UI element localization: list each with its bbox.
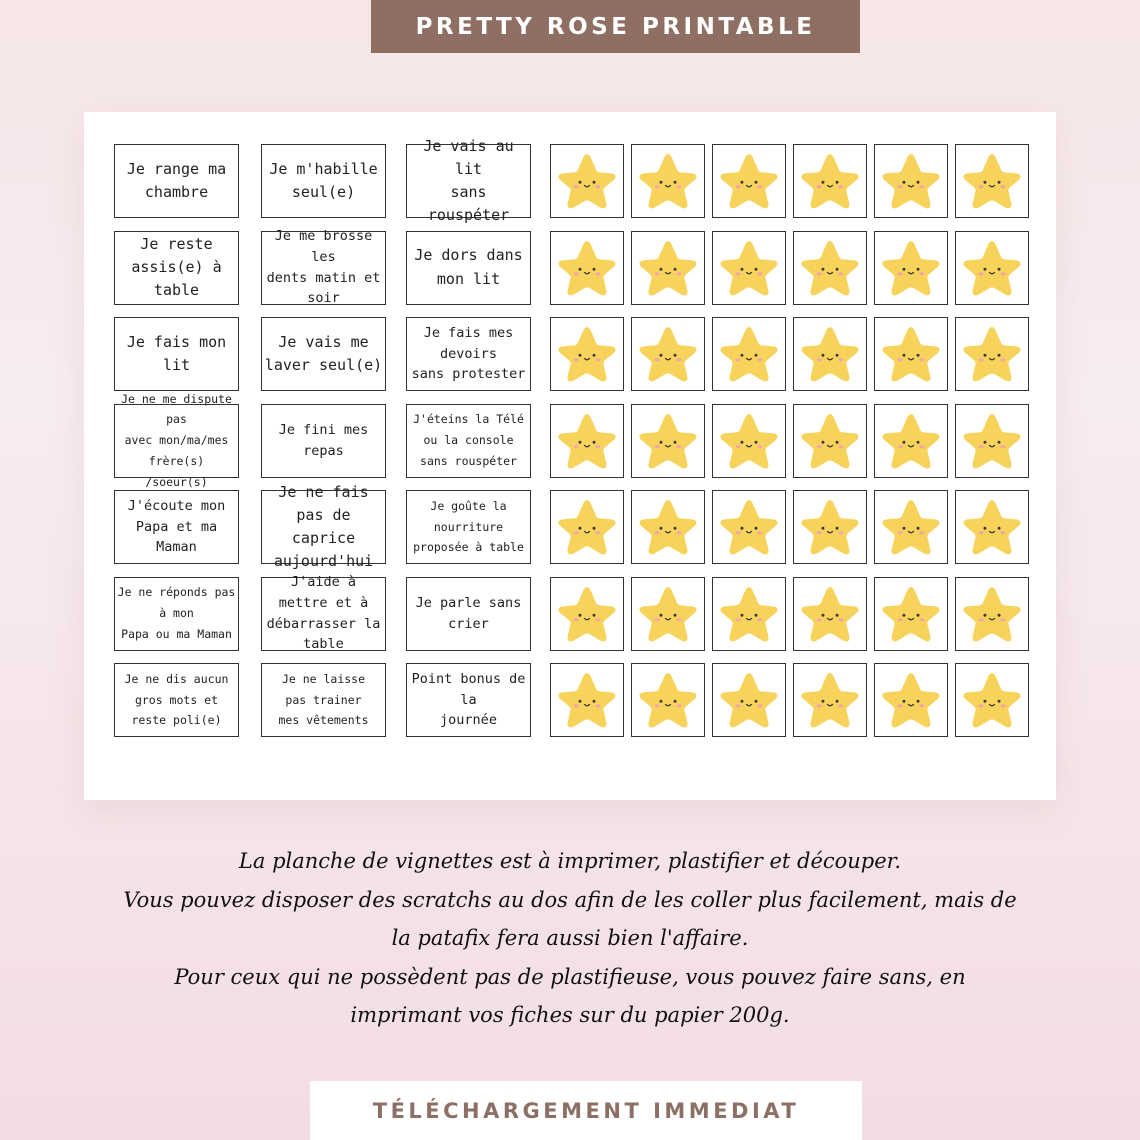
- smiling-star-icon: [555, 669, 619, 731]
- task-card: J'écoute mon Papa et ma Maman: [114, 490, 239, 564]
- star-card: [712, 404, 786, 478]
- task-card: J'éteins la Télé ou la console sans rouspéter: [406, 404, 531, 478]
- star-card: [550, 404, 624, 478]
- task-card: Je reste assis(e) à table: [114, 231, 239, 305]
- task-card: Je fais mes devoirs sans protester: [406, 317, 531, 391]
- smiling-star-icon: [960, 496, 1024, 558]
- star-card: [550, 577, 624, 651]
- smiling-star-icon: [879, 496, 943, 558]
- star-card: [955, 144, 1029, 218]
- description-line: Vous pouvez disposer des scratchs au dos afin de les coller plus facilement, mais de: [123, 887, 1017, 912]
- task-card: Je fini mes repas: [261, 404, 386, 478]
- star-card: [793, 577, 867, 651]
- star-card: [631, 577, 705, 651]
- star-card: [712, 577, 786, 651]
- task-card: Je fais mon lit: [114, 317, 239, 391]
- download-banner: [310, 1081, 862, 1140]
- star-card: [631, 663, 705, 737]
- smiling-star-icon: [717, 583, 781, 645]
- smiling-star-icon: [636, 669, 700, 731]
- description-line: imprimant vos fiches sur du papier 200g.: [350, 1003, 790, 1027]
- download-label: TÉLÉCHARGEMENT IMMEDIAT: [372, 1098, 800, 1123]
- brand-banner: [371, 0, 860, 53]
- star-card: [955, 577, 1029, 651]
- smiling-star-icon: [636, 496, 700, 558]
- smiling-star-icon: [717, 237, 781, 299]
- smiling-star-icon: [879, 669, 943, 731]
- star-card: [550, 663, 624, 737]
- description-line: Pour ceux qui ne possèdent pas de plastifieuse, vous pouvez faire sans, en: [174, 964, 966, 989]
- star-card: [793, 317, 867, 391]
- star-card: [712, 490, 786, 564]
- star-card: [874, 404, 948, 478]
- smiling-star-icon: [960, 410, 1024, 472]
- smiling-star-icon: [798, 496, 862, 558]
- task-card: Je dors dans mon lit: [406, 231, 531, 305]
- star-card: [712, 231, 786, 305]
- task-card: Je vais au lit sans rouspéter: [406, 144, 531, 218]
- star-card: [874, 317, 948, 391]
- star-card: [793, 404, 867, 478]
- star-card: [631, 144, 705, 218]
- task-card: Je m'habille seul(e): [261, 144, 386, 218]
- star-card: [874, 231, 948, 305]
- star-card: [955, 663, 1029, 737]
- task-card: Je me brosse les dents matin et soir: [261, 231, 386, 305]
- description-text: [60, 842, 1080, 1035]
- brand-title: PRETTY ROSE PRINTABLE: [415, 13, 816, 40]
- smiling-star-icon: [636, 150, 700, 212]
- task-card: Je vais me laver seul(e): [261, 317, 386, 391]
- star-card: [874, 577, 948, 651]
- smiling-star-icon: [879, 237, 943, 299]
- smiling-star-icon: [555, 496, 619, 558]
- star-card: [874, 144, 948, 218]
- smiling-star-icon: [555, 583, 619, 645]
- star-card: [550, 231, 624, 305]
- smiling-star-icon: [879, 323, 943, 385]
- smiling-star-icon: [636, 237, 700, 299]
- task-card: Je parle sans crier: [406, 577, 531, 651]
- star-card: [874, 663, 948, 737]
- task-card: Point bonus de la journée: [406, 663, 531, 737]
- description-line: La planche de vignettes est à imprimer, plastifier et découper.: [238, 849, 902, 873]
- smiling-star-icon: [960, 583, 1024, 645]
- smiling-star-icon: [960, 669, 1024, 731]
- task-card: Je ne me dispute pas avec mon/ma/mes frère(s) /soeur(s): [114, 404, 239, 478]
- smiling-star-icon: [636, 583, 700, 645]
- smiling-star-icon: [636, 410, 700, 472]
- task-card: Je range ma chambre: [114, 144, 239, 218]
- star-card: [631, 404, 705, 478]
- star-card: [793, 663, 867, 737]
- smiling-star-icon: [798, 237, 862, 299]
- smiling-star-icon: [879, 150, 943, 212]
- star-card: [631, 231, 705, 305]
- task-card: Je goûte la nourriture proposée à table: [406, 490, 531, 564]
- smiling-star-icon: [798, 669, 862, 731]
- smiling-star-icon: [717, 323, 781, 385]
- smiling-star-icon: [879, 583, 943, 645]
- star-card: [955, 490, 1029, 564]
- star-card: [631, 490, 705, 564]
- star-card: [793, 144, 867, 218]
- smiling-star-icon: [960, 150, 1024, 212]
- smiling-star-icon: [555, 410, 619, 472]
- smiling-star-icon: [960, 237, 1024, 299]
- smiling-star-icon: [717, 410, 781, 472]
- star-card: [631, 317, 705, 391]
- smiling-star-icon: [960, 323, 1024, 385]
- star-card: [712, 663, 786, 737]
- star-card: [550, 144, 624, 218]
- smiling-star-icon: [798, 410, 862, 472]
- star-card: [955, 317, 1029, 391]
- description-line: la patafix fera aussi bien l'affaire.: [391, 926, 749, 950]
- smiling-star-icon: [717, 496, 781, 558]
- smiling-star-icon: [555, 237, 619, 299]
- task-card: Je ne dis aucun gros mots et reste poli(e): [114, 663, 239, 737]
- smiling-star-icon: [717, 150, 781, 212]
- star-card: [874, 490, 948, 564]
- star-card: [712, 144, 786, 218]
- star-card: [955, 231, 1029, 305]
- smiling-star-icon: [555, 150, 619, 212]
- star-card: [550, 490, 624, 564]
- task-card: Je ne réponds pas à mon Papa ou ma Maman: [114, 577, 239, 651]
- star-card: [793, 231, 867, 305]
- star-card: [550, 317, 624, 391]
- star-card: [712, 317, 786, 391]
- sticker-sheet: [84, 112, 1056, 800]
- smiling-star-icon: [798, 150, 862, 212]
- task-card: Je ne laisse pas trainer mes vêtements: [261, 663, 386, 737]
- task-card: Je ne fais pas de caprice aujourd'hui: [261, 490, 386, 564]
- smiling-star-icon: [798, 323, 862, 385]
- smiling-star-icon: [555, 323, 619, 385]
- star-card: [955, 404, 1029, 478]
- smiling-star-icon: [798, 583, 862, 645]
- smiling-star-icon: [717, 669, 781, 731]
- smiling-star-icon: [879, 410, 943, 472]
- star-card: [793, 490, 867, 564]
- smiling-star-icon: [636, 323, 700, 385]
- task-card: J'aide à mettre et à débarrasser la table: [261, 577, 386, 651]
